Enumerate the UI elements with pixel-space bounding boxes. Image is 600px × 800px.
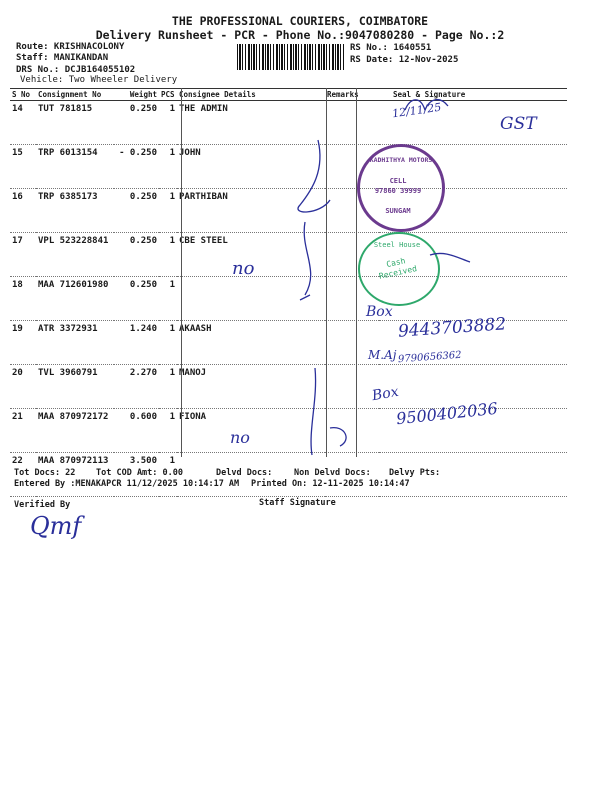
cell-pcs: 1 (159, 321, 177, 365)
cell-pcs: 1 (159, 277, 177, 321)
col-remarks: Remarks (325, 89, 379, 101)
cell-consignment: TVL 3960791 (36, 365, 114, 409)
printed-on: Printed On: 12-11-2025 10:14:47 (251, 479, 410, 489)
handwritten-mark: no (230, 428, 250, 447)
handwritten-mark: no (232, 258, 255, 279)
cell-consignment: MAA 870972172 (36, 409, 114, 453)
stamp-cell: CELL (389, 177, 407, 185)
handwritten-phone: 9500402036 (395, 398, 499, 429)
cell-weight: - 0.250 (114, 145, 159, 189)
col-signature: Seal & Signature (379, 89, 567, 101)
cell-weight: 0.250 (114, 189, 159, 233)
handwritten-phone: 9790656362 (397, 349, 462, 366)
entered-by: Entered By :MENAKAPCR 11/12/2025 10:14:17 AM (14, 479, 240, 489)
cell-pcs: 1 (159, 145, 177, 189)
handwritten-box: Box (366, 304, 393, 320)
total-docs: Tot Docs: 22 (14, 468, 76, 478)
cell-sno: 16 (10, 189, 36, 233)
handwritten-gst: GST (500, 114, 537, 134)
cell-consignment: ATR 3372931 (36, 321, 114, 365)
cell-pcs: 1 (159, 189, 177, 233)
handwritten-signature-date: 12/11/25 (391, 100, 443, 121)
cell-weight: 0.600 (114, 409, 159, 453)
drs-number: DRS No.: DCJB164055102 (16, 65, 136, 75)
cell-consignee: CBE STEEL (177, 233, 325, 277)
cell-pcs: 1 (159, 101, 177, 145)
cell-weight: 1.240 (114, 321, 159, 365)
col-pcs: PCS (159, 89, 177, 101)
cell-consignment: TUT 781815 (36, 101, 114, 145)
verified-signature: Qmf (30, 512, 82, 540)
stamp-place: SUNGAM (385, 207, 411, 215)
cell-consignment: MAA 870972113 (36, 453, 114, 497)
non-delivered-docs: Non Delvd Docs: (294, 468, 371, 478)
company-title: THE PROFESSIONAL COURIERS, COIMBATORE (171, 14, 429, 28)
handwritten-phone: 9443703882 (397, 314, 507, 342)
cell-consignee: FIONA (177, 409, 325, 453)
cell-pcs: 1 (159, 409, 177, 453)
cell-consignee: AKAASH (177, 321, 325, 365)
cell-sno: 15 (10, 145, 36, 189)
cell-weight: 0.250 (114, 277, 159, 321)
stamp-name: KADHITHYA MOTORS (369, 156, 433, 164)
cell-sno: 17 (10, 233, 36, 277)
cell-consignment: TRP 6013154 (36, 145, 114, 189)
cell-pcs: 1 (159, 453, 177, 497)
stamp-green-text: Cash Received (378, 256, 418, 281)
col-sno: S No (10, 89, 36, 101)
cell-consignee: THE ADMIN (177, 101, 325, 145)
stamp-phone: 97860 39999 (374, 187, 422, 195)
cell-consignment: MAA 712601980 (36, 277, 114, 321)
cell-sno: 19 (10, 321, 36, 365)
col-weight: Weight (114, 89, 159, 101)
handwritten-name: M.Aj (368, 348, 397, 362)
cell-weight: 3.500 (114, 453, 159, 497)
rs-date: RS Date: 12-Nov-2025 (350, 55, 459, 65)
delivery-points: Delvy Pts: (389, 468, 441, 478)
handwritten-box: Box (370, 383, 400, 405)
verified-by-label: Verified By (14, 500, 71, 510)
rs-number: RS No.: 1640551 (350, 43, 432, 53)
cell-sno: 21 (10, 409, 36, 453)
stamp-green-name: Steel House (373, 241, 421, 249)
col-consignee: Consignee Details (177, 89, 325, 101)
cell-consignee: MANOJ (177, 365, 325, 409)
col-consignment: Consignment No (36, 89, 114, 101)
cell-consignment: TRP 6385173 (36, 189, 114, 233)
cell-weight: 0.250 (114, 101, 159, 145)
total-cod: Tot COD Amt: 0.00 (96, 468, 183, 478)
staff-label: Staff: MANIKANDAN (16, 53, 109, 63)
cell-weight: 0.250 (114, 233, 159, 277)
cell-sno: 22 (10, 453, 36, 497)
runsheet-subtitle: Delivery Runsheet - PCR - Phone No.:9047080280 - Page No.:2 (95, 28, 505, 42)
cell-sno: 18 (10, 277, 36, 321)
cell-consignee: PARTHIBAN (177, 189, 325, 233)
cell-sno: 14 (10, 101, 36, 145)
cell-pcs: 1 (159, 233, 177, 277)
staff-signature-label: Staff Signature (259, 498, 336, 508)
delivered-docs: Delvd Docs: (216, 468, 273, 478)
cell-sno: 20 (10, 365, 36, 409)
cell-pcs: 1 (159, 365, 177, 409)
route-label: Route: KRISHNACOLONY (16, 42, 125, 52)
cell-consignee: JOHN (177, 145, 325, 189)
cell-weight: 2.270 (114, 365, 159, 409)
cell-consignment: VPL 523228841 (36, 233, 114, 277)
vehicle-label: Vehicle: Two Wheeler Delivery (20, 75, 178, 85)
